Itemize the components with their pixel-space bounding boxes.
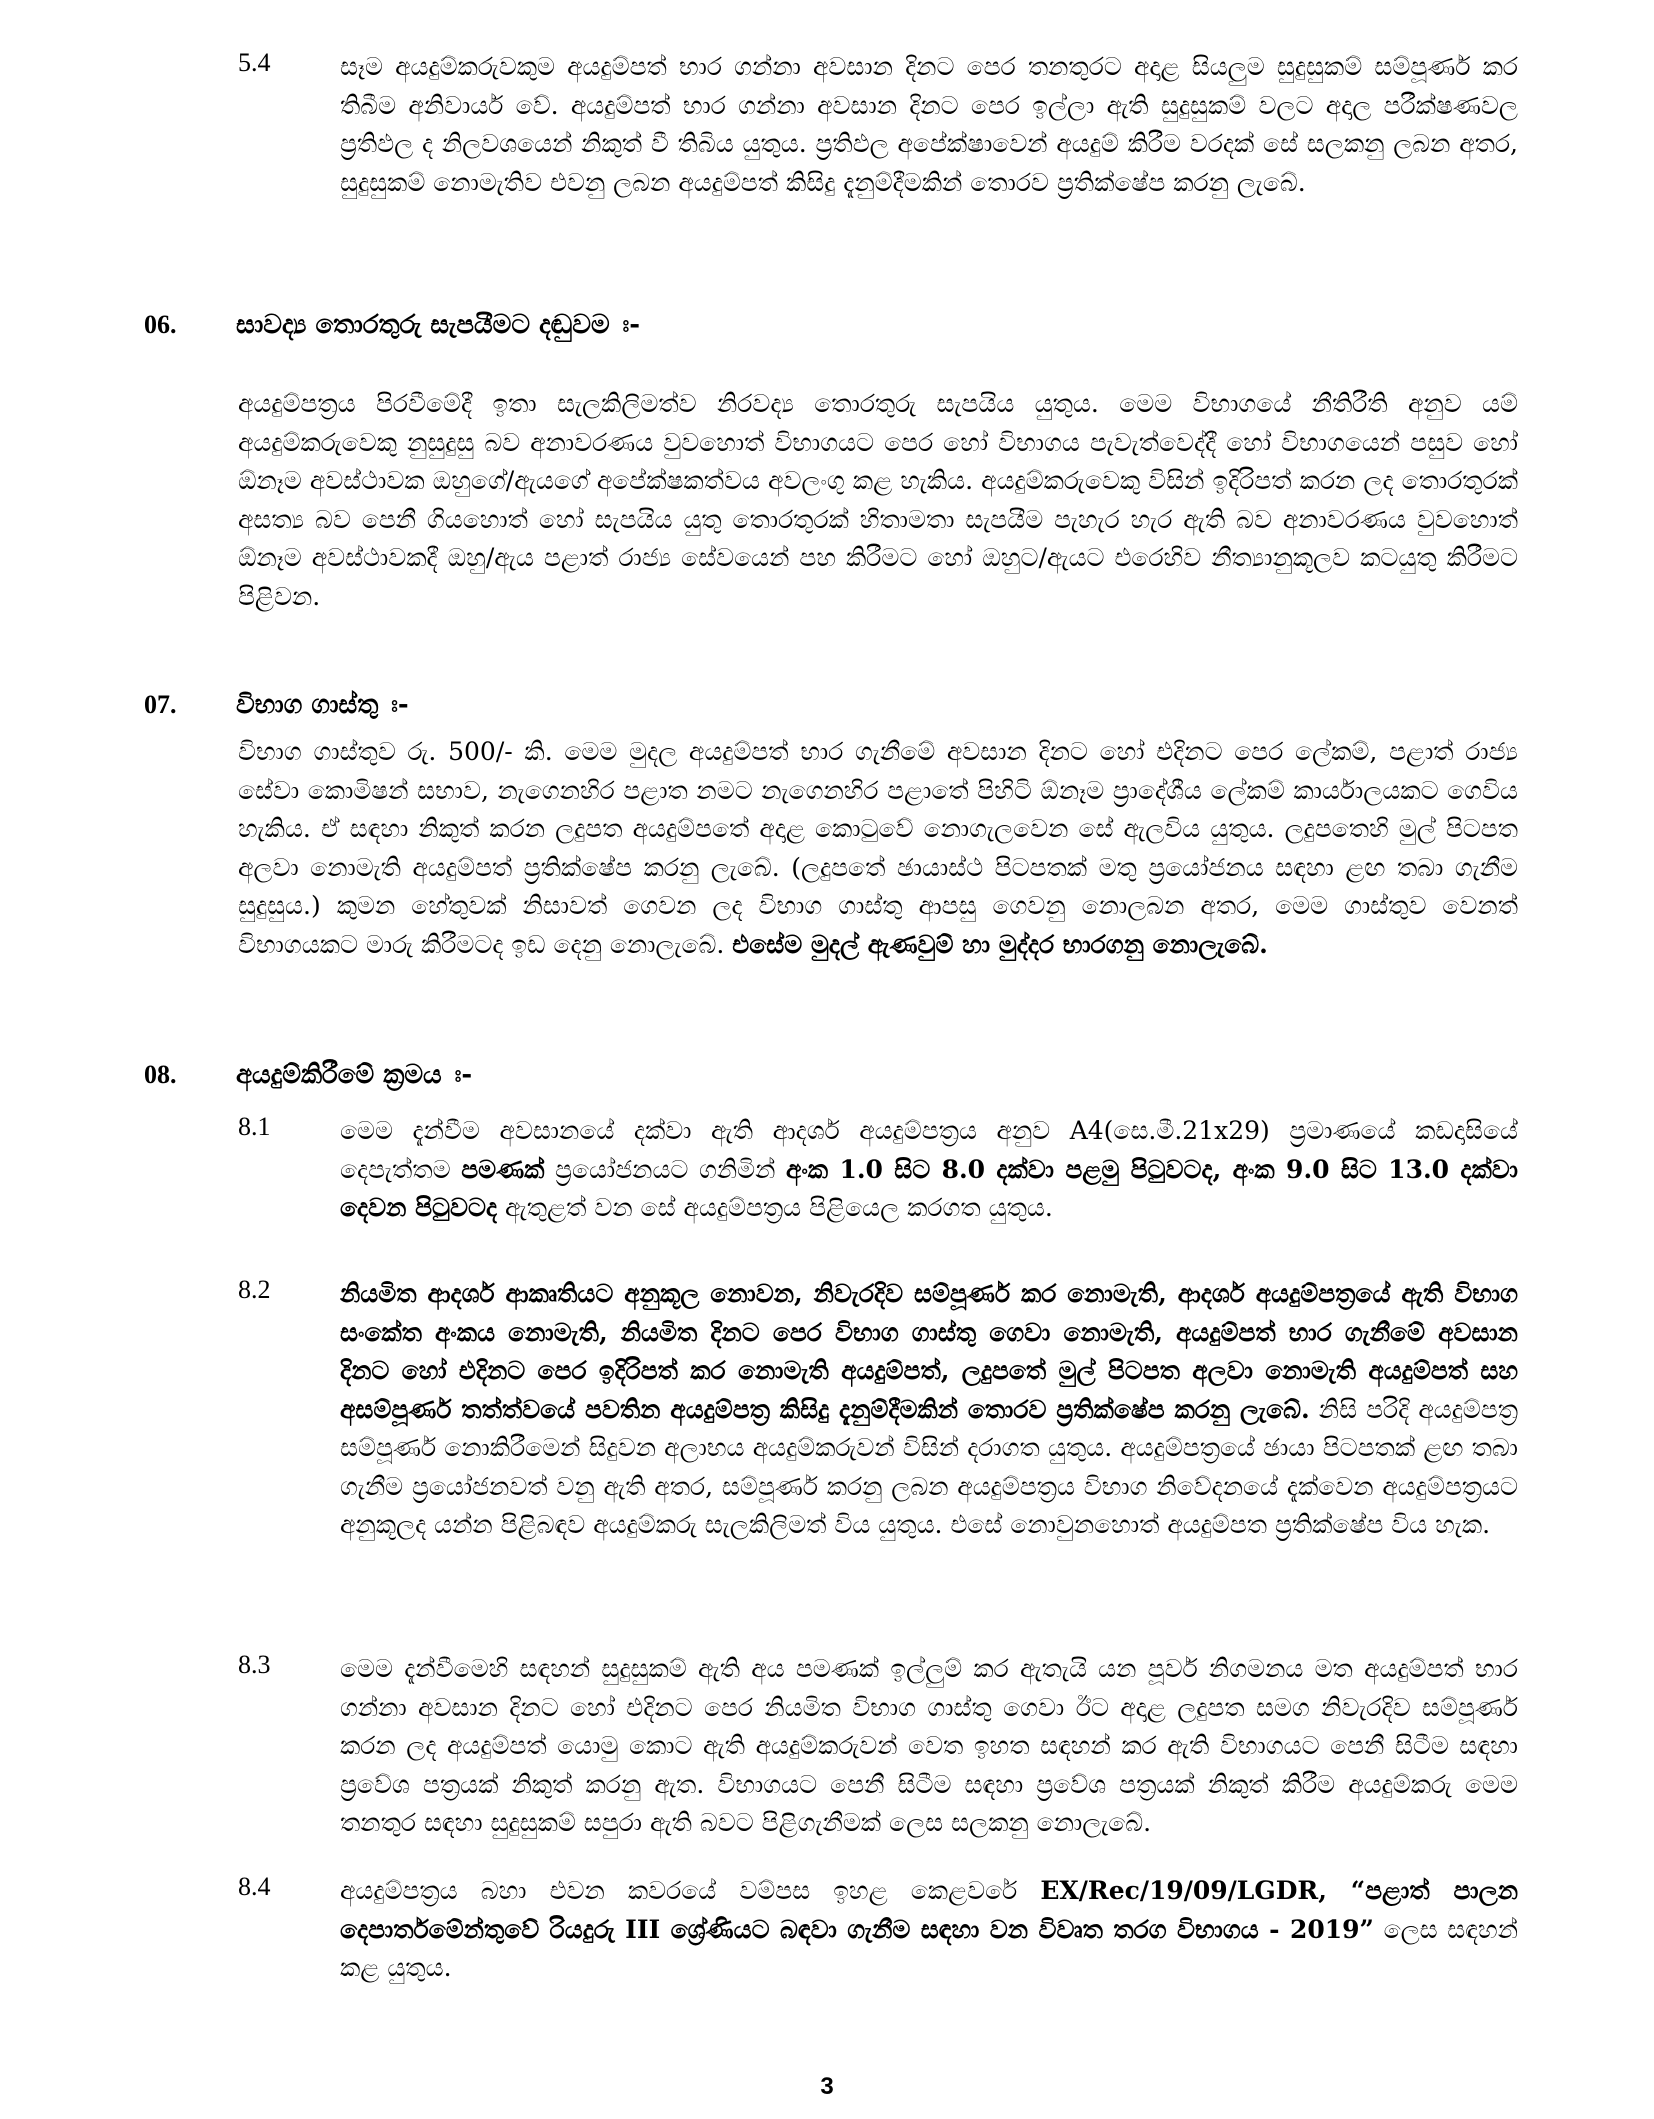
clause-5-4 (238, 48, 1518, 202)
bold-run: පමණක් (461, 1154, 545, 1184)
fee-bold-note: එසේම මුදල් ඇණවුම් හා මුද්දර භාරගනු නොලැබේ. (732, 929, 1268, 959)
text-run: ඇතුළත් වන සේ අයදුම්පත්‍රය පිළියෙල කරගත යුතුය. (505, 1193, 1053, 1222)
text-run: නිසි පරිදි අයදුම්පත්‍ර සම්පූර්ණ නොකිරීමෙන් සිදුවන අලාභය අයදුම්කරුවන් විසින් දරාගත යුතුය. අයදුම්පත්‍රයේ ඡායා පිටපතක් ළඟ තබා ගැනීම ප්‍රයෝජනවත් වනු ඇති අතර, සම්පූර්ණ කරනු ලබන අයදුම්පත්‍රය විභාග නිවේදනයේ දැක්වෙන අයදුම්පත්‍රයට අනුකූලද යන්න පිළිබඳව අයදුම්කරු සැලකිලිමත් විය යුතුය. එසේ නොවුනහොත් අයදුම්පත ප්‍රතික්ෂේප විය හැක. (340, 1394, 1519, 1539)
text-run: මෙම දැන්වීම අවසානයේ දක්වා ඇති ආදර්ශ අයදුම්පත්‍රය අනුව A4(සෙ.මී.21x29) ප්‍රමාණයේ කඩදාසියේ දෙපැත්තම (340, 1116, 1518, 1184)
clause-text (340, 1112, 1518, 1228)
section-07-text (238, 733, 1518, 964)
text-run: ලෙස සඳහන් කළ යුතුය. (340, 1914, 1518, 1982)
clause-text (340, 1872, 1518, 1988)
page-number: 3 (820, 2073, 834, 2100)
clause-8-4 (238, 1872, 1518, 1988)
clause-number: 8.4 (238, 1872, 271, 1901)
bold-run: අංක 1.0 සිට 8.0 දක්වා පළමු පිටුවටද, අංක 9.0 සිට 13.0 දක්වා දෙවන පිටුවටද (340, 1154, 1518, 1222)
section-title: විභාග ගාස්තු ඃ- (236, 690, 409, 720)
bold-run: නියමිත ආදර්ශ ආකෘතියට අනුකූල නොවන, නිවැරදිව සම්පූර්ණ කර නොමැති, ආදර්ශ අයදුම්පත්‍රයේ ඇති විභාග සංකේත අංකය නොමැති, නියමිත දිනට පෙර විභාග ගාස්තු ගෙවා නොමැති, අයදුම්පත් භාර ගැනීමේ අවසාන දිනට හෝ එදිනට පෙර ඉදිරිපත් කර නොමැති අයදුම්පත්, ලදුපතේ මුල් පිටපත අලවා නොමැති අයදුම්පත් සහ අසම්පූර්ණ තත්ත්වයේ පවතින අයදුම්පත්‍ර කිසිදු දැනුම්දීමකින් තොරව ප්‍රතික්ෂේප කරනු ලැබේ. (340, 1279, 1518, 1424)
section-title: සාවද්‍ය තොරතුරු සැපයීමට දඬුවම ඃ- (236, 310, 641, 340)
clause-8-2 (238, 1275, 1518, 1545)
section-07-heading (144, 690, 409, 721)
section-06-text: අයදුම්පත්‍රය පිරවීමේදී ඉතා සැලකිලිමත්ව නිරවද්‍ය තොරතුරු සැපයිය යුතුය. මෙම විභාගයේ නීතිරීති අනුව යම් අයදුම්කරුවෙකු නුසුදුසු බව අනාවරණය වුවහොත් විභාගයට පෙර හෝ විභාගය පැවැත්වෙද්දී හෝ විභාගයෙන් පසුව හෝ ඕනෑම අවස්ථාවක ඔහුගේ/ඇයගේ අපේක්ෂකත්වය අවලංගු කළ හැකිය. අයදුම්කරුවෙකු විසින් ඉදිරිපත් කරන ලද තොරතුරක් අසත්‍ය බව පෙනී ගියහොත් හෝ සැපයිය යුතු තොරතුරක් හිතාමතා සැපයීම පැහැර හැර ඇති බව අනාවරණය වුවහොත් ඕනෑම අවස්ථාවකදී ඔහු/ඇය පළාත් රාජ්‍ය සේවයෙන් පහ කිරීමට හෝ ඔහුට/ඇයට එරෙහිව නීත්‍යානුකූලව කටයුතු කිරීමට පිළිවන. (238, 389, 1518, 611)
section-08-heading (144, 1060, 472, 1091)
section-number: 06. (144, 310, 177, 339)
clause-number: 8.1 (238, 1112, 271, 1141)
clause-text: මෙම දැන්වීමෙහි සඳහන් සුදුසුකම් ඇති අය පමණක් ඉල්ලුම් කර ඇතැයි යන පූර්ව නිගමනය මත අයදුම්පත් භාර ගන්නා අවසාන දිනට හෝ එදිනට පෙර නියමිත විභාග ගාස්තු ගෙවා ඊට අදාළ ලදුපත සමග නිවැරදිව සම්පූර්ණ කරන ලද අයදුම්පත් යොමු කොට ඇති අයදුම්කරුවන් වෙත ඉහත සඳහන් කර ඇති විභාගයට පෙනී සිටීම සඳහා ප්‍රවේශ පත්‍රයක් නිකුත් කරනු ඇත. විභාගයට පෙනී සිටීම සඳහා ප්‍රවේශ පත්‍රයක් නිකුත් කිරීම අයදුම්කරු මෙම තනතුර සඳහා සුදුසුකම් සපුරා ඇති බවට පිළිගැනීමක් ලෙස සලකනු නොලැබේ. (340, 1654, 1518, 1837)
text-run: අයදුම්පත්‍රය බහා එවන කවරයේ වම්පස ඉහළ කෙළවරේ (340, 1876, 1018, 1905)
section-title: අයදුම්කිරීමේ ක්‍රමය ඃ- (236, 1060, 473, 1090)
bold-run: EX/Rec/19/09/LGDR, “පළාත් පාලන දෙපාර්තමේන්තුවේ රියදුරු III ශ්‍රේණියට බඳවා ගැනීම සඳහා වන විවෘත තරග විභාගය - 2019” (340, 1876, 1519, 1944)
clause-number: 8.3 (238, 1650, 271, 1679)
fee-text: විභාග ගාස්තුව රු. 500/- කි. මෙම මුදල අයදුම්පත් භාර ගැනීමේ අවසාන දිනට හෝ එදිනට පෙර ලේකම්, පළාත් රාජ්‍ය සේවා කොමිෂන් සභාව, නැගෙනහිර පළාත නමට නැගෙනහිර පළාතේ පිහිටි ඕනෑම ප්‍රාදේශීය ලේකම් කාර්යාලයකට ගෙවිය හැකිය. ඒ සඳහා නිකුත් කරන ලදුපත අයදුම්පතේ අදාළ කොටුවේ නොගැලවෙන සේ ඇලවිය යුතුය. ලදුපතෙහි මුල් පිටපත අලවා නොමැති අයදුම්පත් ප්‍රතික්ෂේප කරනු ලැබේ. (ලදුපතේ ඡායාස්ථ පිටපතක් මතු ප්‍රයෝජනය සඳහා ළඟ තබා ගැනීම සුදුසුය.) කුමන හේතුවක් නිසාවත් ගෙවන ලද විභාග ගාස්තු ආපසු ගෙවනු නොලබන අතර, මෙම ගාස්තුව වෙනත් විභාගයකට මාරු කිරීමටද ඉඩ දෙනු නොලැබේ. (238, 737, 1518, 959)
section-06-heading (144, 310, 640, 341)
section-number: 07. (144, 690, 177, 719)
clause-text (340, 1275, 1518, 1545)
clause-8-1 (238, 1112, 1518, 1228)
clause-8-3 (238, 1650, 1518, 1843)
section-number: 08. (144, 1060, 177, 1089)
clause-number: 5.4 (238, 48, 271, 77)
clause-number: 8.2 (238, 1275, 271, 1304)
text-run: ප්‍රයෝජනයට ගනිමින් (555, 1154, 776, 1184)
clause-text: සෑම අයදුම්කරුවකුම අයදුම්පත් භාර ගන්නා අවසාන දිනට පෙර තනතුරට අදාළ සියලුම සුදුසුකම් සම්පූර්ණ කර තිබීම අනිවාර්ය වේ. අයදුම්පත් භාර ගන්නා අවසාන දිනට පෙර ඉල්ලා ඇති සුදුසුකම් වලට අදාල පරීක්ෂණවල ප්‍රතිඵල ද නිලවශයෙන් නිකුත් වී තිබිය යුතුය. ප්‍රතිඵල අපේක්ෂාවෙන් අයදුම් කිරීම වරදක් සේ සලකනු ලබන අතර, සුදුසුකම් නොමැතිව එවනු ලබන අයදුම්පත් කිසිදු දැනුම්දීමකින් තොරව ප්‍රතික්ෂේප කරනු ලැබේ. (340, 52, 1518, 197)
